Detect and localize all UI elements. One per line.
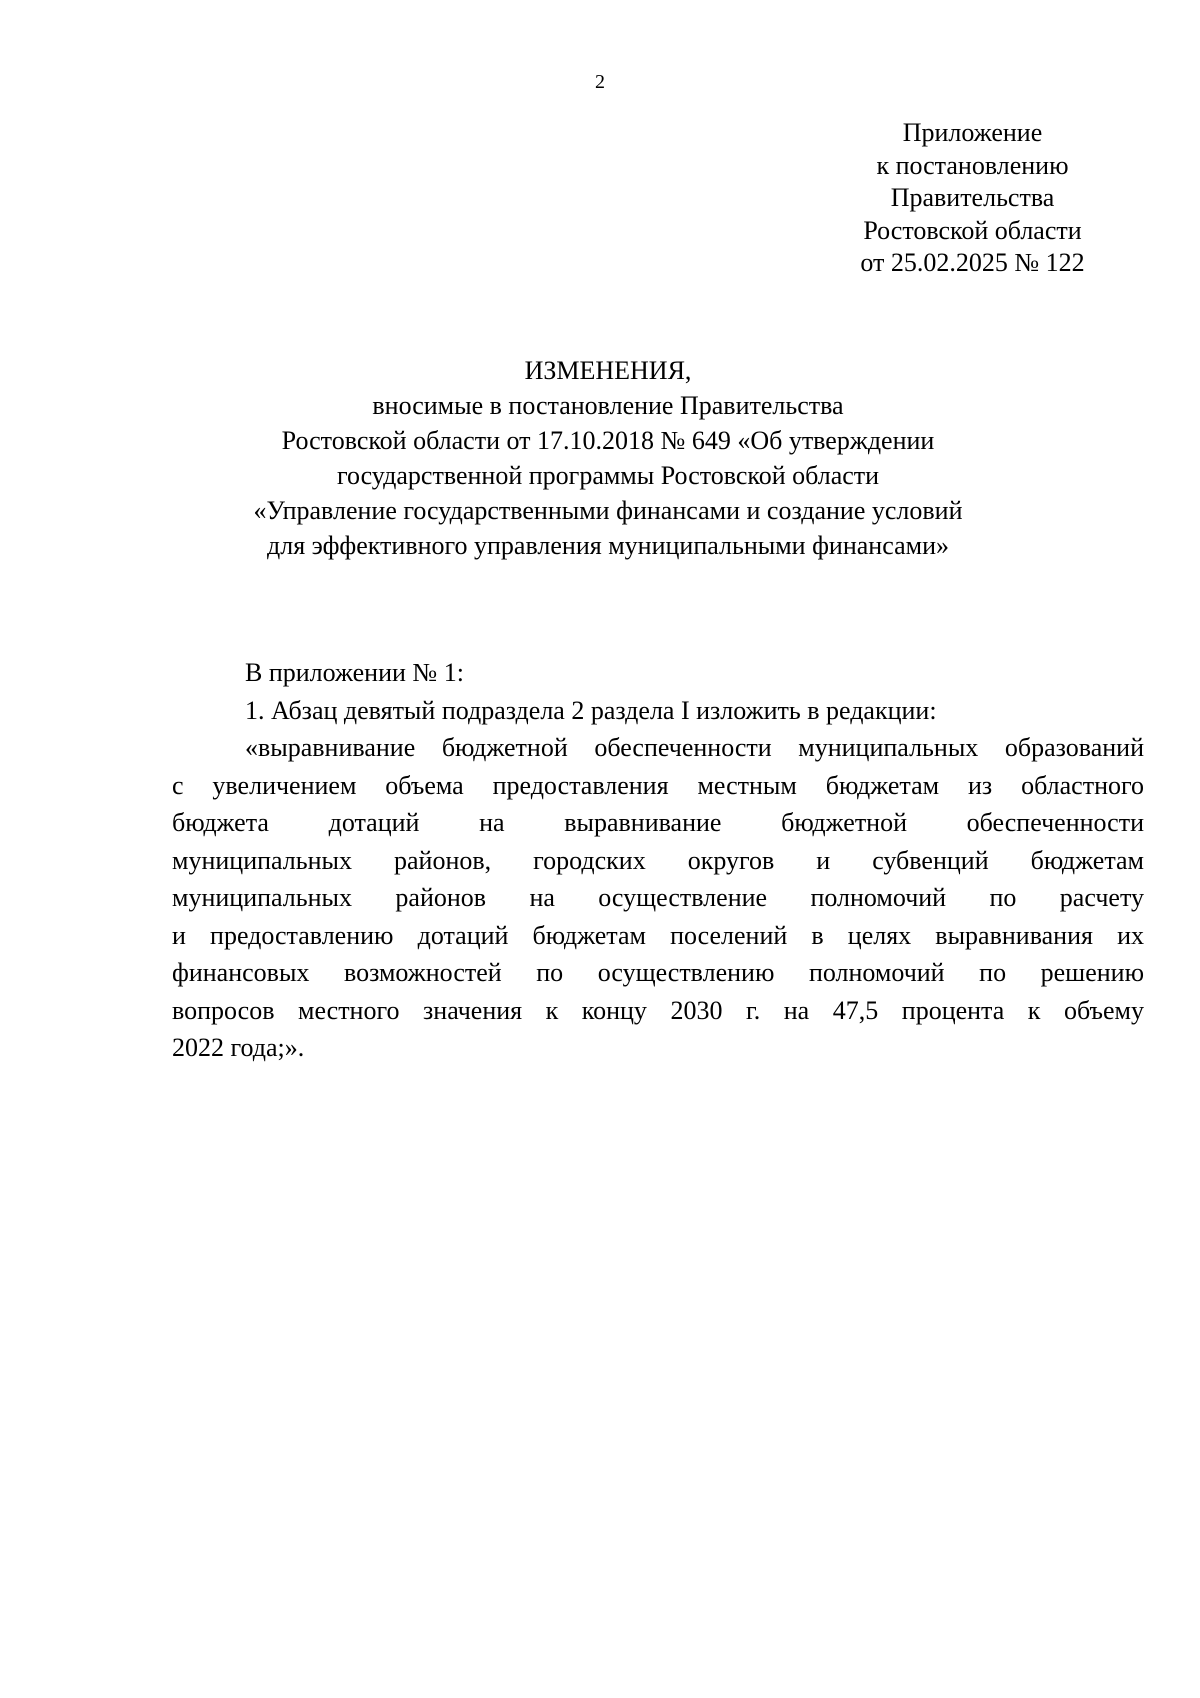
document-body [172, 654, 1144, 1067]
quote-line: бюджета дотаций на выравнивание бюджетной обеспеченности [172, 808, 1144, 837]
attachment-line: к постановлению [876, 150, 1069, 180]
page-number: 2 [595, 71, 605, 93]
title-subtitle-line: «Управление государственными финансами и создание условий [253, 496, 963, 525]
quote-line: с увеличением объема предоставления местным бюджетам из областного [172, 770, 1144, 800]
quote-line: «выравнивание бюджетной обеспеченности муниципальных образований [245, 733, 1144, 762]
title-heading: ИЗМЕНЕНИЯ, [524, 356, 692, 385]
quote-line: муниципальных районов, городских округов и субвенций бюджетам [172, 845, 1144, 875]
quote-line: вопросов местного значения к концу 2030 г. на 47,5 процента к объему [172, 995, 1144, 1025]
body-item-1: 1. Абзац девятый подраздела 2 раздела I изложить в редакции: [245, 695, 937, 725]
quote-line: 2022 года;». [172, 1033, 305, 1062]
quote-line: муниципальных районов на осуществление полномочий по расчету [172, 883, 1144, 912]
title-subtitle-line: Ростовской области от 17.10.2018 № 649 «Об утверждении [281, 426, 935, 455]
document-title [0, 353, 1200, 563]
title-subtitle-line: государственной программы Ростовской области [336, 461, 880, 490]
attachment-line: от 25.02.2025 № 122 [860, 248, 1085, 277]
attachment-header [830, 117, 1115, 280]
body-intro: В приложении № 1: [245, 658, 464, 687]
title-subtitle-line: вносимые в постановление Правительства [372, 391, 844, 420]
quoted-paragraph [172, 729, 1144, 1067]
attachment-line: Правительства [890, 183, 1055, 212]
attachment-line: Приложение [902, 118, 1043, 147]
quote-line: и предоставлению дотаций бюджетам поселений в целях выравнивания их [172, 920, 1144, 950]
attachment-line: Ростовской области [863, 215, 1082, 245]
quote-line: финансовых возможностей по осуществлению полномочий по решению [172, 958, 1144, 987]
title-subtitle-line: для эффективного управления муниципальными финансами» [267, 531, 949, 560]
